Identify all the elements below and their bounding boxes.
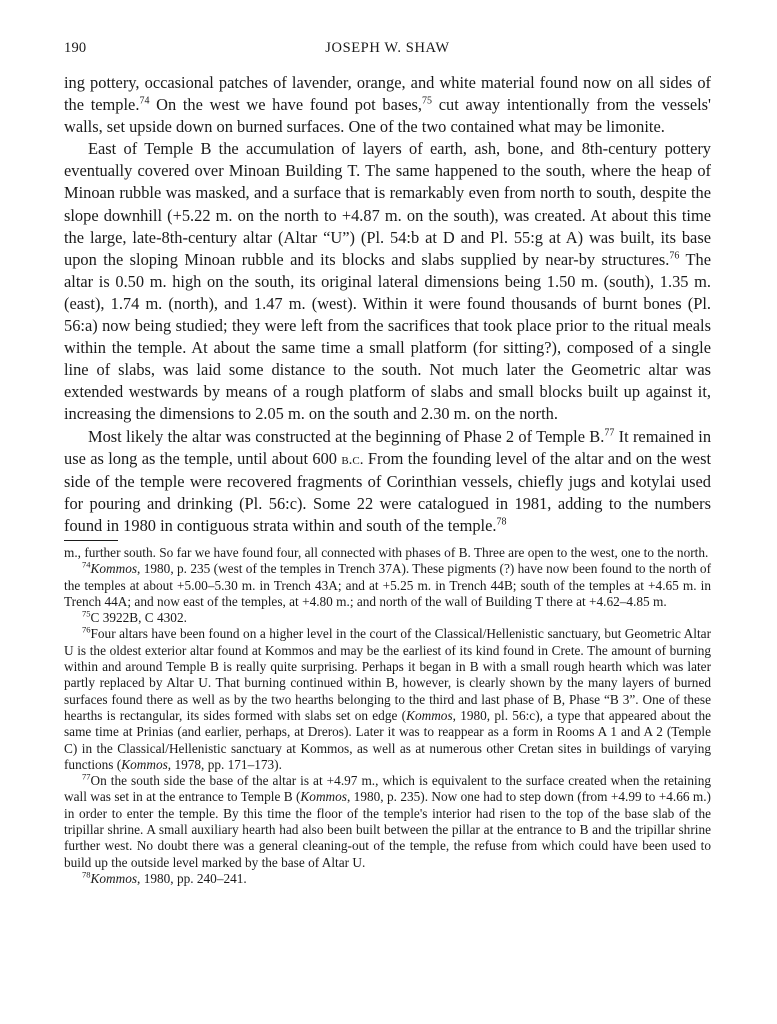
- footnote-text: C 3922B, C 4302.: [90, 610, 187, 626]
- paragraph: [64, 138, 711, 425]
- footnote: [64, 773, 711, 871]
- footnote-ref: 75: [422, 95, 433, 107]
- text-run: It remained in use as long as the temple, until about 600: [64, 426, 712, 468]
- text-run: From the founding level of the altar and on the west side of the temple were recovered fragments of Corinthian vessels, chiefly jugs and kotylai used for pouring and drinking (Pl. 56:c). Some 22 were catalogued in 1981, adding to the numbers found in 1980 in contiguous strata within and south of the temple.: [64, 448, 712, 535]
- text-run: Most likely the altar was constructed at the beginning of Phase 2 of Temple B.: [88, 426, 605, 446]
- footnote: [64, 626, 711, 773]
- footnote-ref: 74: [139, 95, 150, 107]
- footnote-ref: 78: [496, 516, 507, 528]
- footnote-text: Four altars have been found on a higher level in the court of the Classical/Hellenistic sanctuary, but Geometric Altar U is the oldest exterior altar found at Kommos and may be the earliest of its kind found in Crete. The amount of burning within and around Temple B is really quite surprising. Perhaps it began in B with a small rough hearth which was later partly replaced by Altar U. That burning continued within B, however, is clearly shown by the many layers of burned surfaces found there as well as by the two hearths belonging to the third and last phase of B, Phase “B 3”. One of these hearths is rectangular, its sides formed with slabs set on edge (: [64, 626, 711, 723]
- footnote-text: , 1980, pp. 240–241.: [137, 870, 247, 886]
- page-number: 190: [64, 40, 87, 56]
- paragraph: [64, 72, 711, 138]
- footnote-divider: [64, 540, 118, 541]
- footnote: [64, 610, 711, 626]
- footnote-text: , 1978, pp. 171–173).: [167, 756, 282, 772]
- footnote-text: , 1980, pl. 56:c), a type that appeared about the same time at Prinias (and earlier, perhaps, at Dreros). Later it was to reappear as a form in Rooms A 1 and A 2 (Temple C) in the Classical/Hellenistic sanctuary at Kommos, as well as at numerous other Cretan sites in buildings of varying functions (: [64, 707, 711, 772]
- footnote-number: 75: [82, 608, 91, 619]
- text-run: The altar is 0.50 m. high on the south, its original lateral dimensions being 1.50 m. (south), 1.35 m. (east), 1.74 m. (north), and 1.47 m. (west). Within it were found thousands of burnt bones (Pl. 56:a) now being studied; they were left from the sacrifices that took place prior to the ritual meals within the temple. At about the same time a small platform (for sitting?), composed of a single line of slabs, was laid some distance to the south. Not much later the Geometric altar was extended westwards by means of a rough platform of slabs and small blocks built up against it, increasing the dimensions to 2.05 m. on the south and 2.30 m. on the north.: [64, 249, 711, 424]
- era-abbreviation: b.c.: [341, 451, 364, 468]
- text-run: cut away intentionally from the vessels' walls, set upside down on burned surfaces. One of the two contained what may be limonite.: [64, 95, 711, 137]
- footnote-text: , 1980, p. 235). Now one had to step down (from +4.99 to +4.66 m.) in order to enter the temple. By this time the floor of the temple's interior had risen to the top of the base slab of the tripillar shrine. A small auxiliary hearth had also been built between the pillar at the entrance to B and the tripillar shrine further west. No doubt there was a general cleaning-out of the temple, the refuse from which could have been used to build up the outside level marked by the base of Altar U.: [64, 789, 711, 870]
- body-text: [64, 72, 711, 537]
- citation-title: Kommos: [406, 707, 453, 723]
- citation-title: Kommos: [121, 756, 168, 772]
- citation-title: Kommos: [90, 870, 138, 886]
- text-run: East of Temple B the accumulation of layers of earth, ash, bone, and 8th-century pottery eventually covered over Minoan Building T. The same happened to the south, where the heap of Minoan rubble was masked, and a surface that is remarkably even from north to south, despite the slope downhill (+5.22 m. on the north to +4.87 m. on the south), was created. At about this time the large, late-8th-century altar (Altar “U”) (Pl. 54:b at D and Pl. 55:g at A) was built, its base upon the sloping Minoan rubble and its blocks and slabs supplied by near-by structures.: [64, 139, 711, 269]
- footnote: [64, 871, 711, 887]
- footnotes: [64, 545, 711, 887]
- footnote-number: 77: [82, 771, 91, 782]
- footnote-continuation: m., further south. So far we have found four, all connected with phases of B. Three are open to the west, one to the north.: [64, 544, 709, 560]
- footnote-ref: 77: [604, 427, 615, 439]
- footnote-text: On the south side the base of the altar is at +4.97 m., which is equivalent to the surface created when the retaining wall was set in at the entrance to Temple B (: [64, 773, 711, 805]
- footnote-text: , 1980, p. 235 (west of the temples in Trench 37A). These pigments (?) have now been found to the north of the temples at about +5.00–5.30 m. in Trench 43A; and at +5.25 m. in Trench 44B; south of the temples at +4.65 m. in Trench 44A; and now east of the temples, at +4.80 m.; and north of the wall of Building T there at +4.62–4.85 m.: [64, 561, 711, 609]
- running-head: JOSEPH W. SHAW: [325, 40, 450, 56]
- footnote: [64, 561, 711, 610]
- paragraph: [64, 426, 711, 537]
- footnote-ref: 76: [669, 250, 680, 262]
- text-run: On the west we have found pot bases,: [149, 95, 423, 115]
- citation-title: Kommos: [300, 789, 347, 805]
- citation-title: Kommos: [90, 561, 138, 577]
- footnote-number: 74: [82, 559, 91, 570]
- text-run: ing pottery, occasional patches of lavender, orange, and white material found now on all sides of the temple.: [64, 73, 711, 115]
- footnote-number: 76: [82, 625, 91, 636]
- page-header: [64, 36, 711, 62]
- footnote-number: 78: [82, 869, 91, 880]
